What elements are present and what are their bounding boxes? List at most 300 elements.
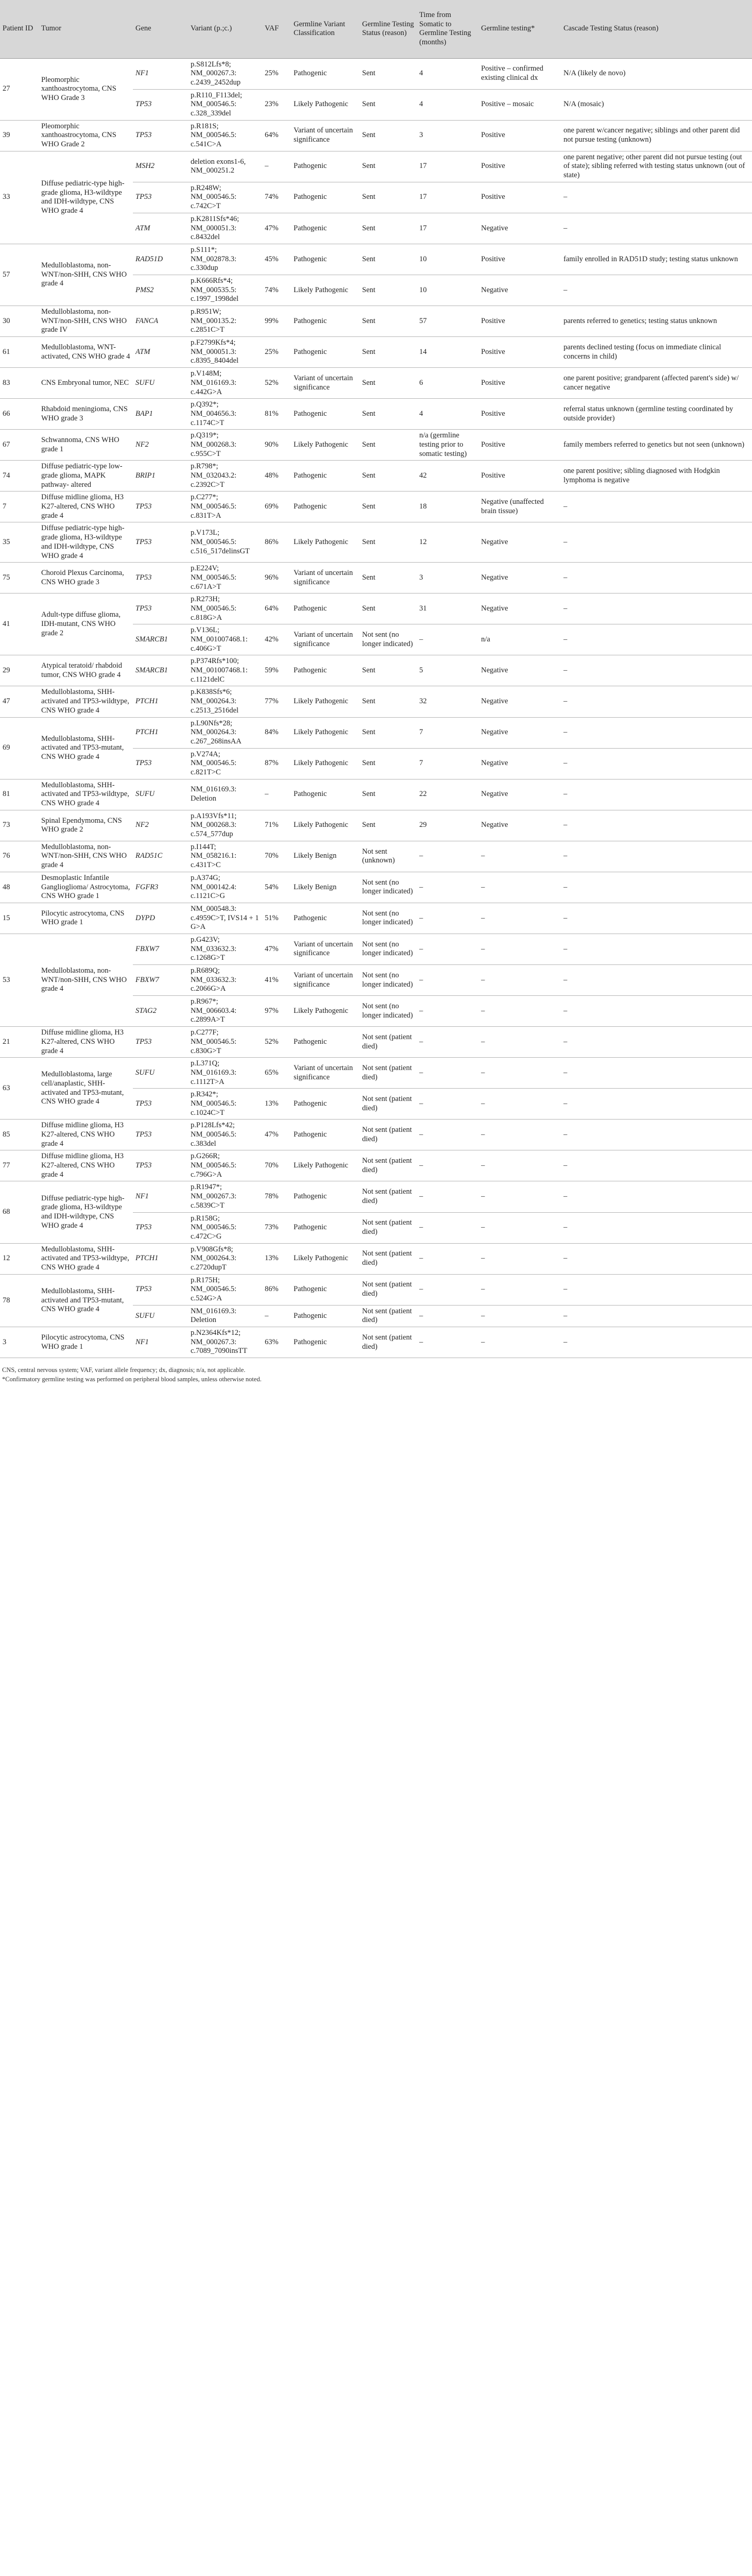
table-row <box>0 244 752 275</box>
gene-cell: PMS2 <box>133 275 188 306</box>
gene-cell: TP53 <box>133 89 188 120</box>
col-header-vaf: VAF <box>262 0 291 58</box>
time-cell: – <box>417 903 478 934</box>
gene-cell: SMARCB1 <box>133 624 188 655</box>
classification-cell: Variant of uncertain significance <box>291 624 360 655</box>
cascade-cell: – <box>561 594 752 624</box>
col-header-classification: Germline Variant Classification <box>291 0 360 58</box>
testing-status-cell: Not sent (no longer indicated) <box>360 903 417 934</box>
tumor-cell: Schwannoma, CNS WHO grade 1 <box>39 430 133 461</box>
classification-cell: Likely Benign <box>291 872 360 903</box>
gene-cell: TP53 <box>133 594 188 624</box>
variant-cell: p.C277*; NM_000546.5: c.831T>A <box>188 492 262 522</box>
patient-id-cell: 73 <box>0 810 39 841</box>
testing-status-cell: Not sent (patient died) <box>360 1089 417 1120</box>
patient-id-cell: 81 <box>0 779 39 810</box>
time-cell: 10 <box>417 275 478 306</box>
classification-cell: Pathogenic <box>291 1212 360 1243</box>
variant-cell: p.N2364Kfs*12; NM_000267.3: c.7089_7090insTT <box>188 1327 262 1358</box>
patient-id-cell: 48 <box>0 872 39 903</box>
variant-cell: p.V173L; NM_000546.5: c.516_517delinsGT <box>188 522 262 563</box>
classification-cell: Pathogenic <box>291 1181 360 1212</box>
testing-status-cell: Not sent (patient died) <box>360 1274 417 1305</box>
cascade-cell: one parent w/cancer negative; siblings and other parent did not pursue testing (unknown) <box>561 120 752 151</box>
cascade-cell: – <box>561 655 752 686</box>
vaf-cell: – <box>262 779 291 810</box>
variant-cell: p.Q392*; NM_004656.3: c.1174C>T <box>188 399 262 430</box>
germline-result-cell: Positive <box>478 151 561 182</box>
time-cell: – <box>417 1212 478 1243</box>
gene-cell: TP53 <box>133 748 188 779</box>
gene-cell: SUFU <box>133 779 188 810</box>
cascade-cell: – <box>561 872 752 903</box>
time-cell: 4 <box>417 89 478 120</box>
time-cell: 3 <box>417 120 478 151</box>
germline-result-cell: Negative <box>478 779 561 810</box>
classification-cell: Pathogenic <box>291 213 360 244</box>
vaf-cell: 25% <box>262 58 291 89</box>
tumor-cell: Pleomorphic xanthoastrocytoma, CNS WHO Grade 2 <box>39 120 133 151</box>
time-cell: 7 <box>417 717 478 748</box>
time-cell: – <box>417 1150 478 1181</box>
tumor-cell: Medulloblastoma, SHH-activated and TP53-wildtype, CNS WHO grade 4 <box>39 1243 133 1274</box>
tumor-cell: Medulloblastoma, SHH-activated and TP53-wildtype, CNS WHO grade 4 <box>39 686 133 717</box>
classification-cell: Variant of uncertain significance <box>291 368 360 399</box>
time-cell: 29 <box>417 810 478 841</box>
classification-cell: Likely Pathogenic <box>291 522 360 563</box>
gene-cell: FBXW7 <box>133 934 188 964</box>
gene-cell: FANCA <box>133 306 188 337</box>
time-cell: – <box>417 841 478 872</box>
time-cell: – <box>417 1274 478 1305</box>
vaf-cell: 86% <box>262 1274 291 1305</box>
tumor-cell: Diffuse pediatric-type high-grade glioma, H3-wildtype and IDH-wildtype, CNS WHO grade 4 <box>39 1181 133 1243</box>
gene-cell: PTCH1 <box>133 686 188 717</box>
table-row <box>0 492 752 522</box>
testing-status-cell: Sent <box>360 399 417 430</box>
germline-result-cell: Negative <box>478 810 561 841</box>
classification-cell: Pathogenic <box>291 1027 360 1058</box>
germline-result-cell: Positive – confirmed existing clinical dx <box>478 58 561 89</box>
tumor-cell: Pilocytic astrocytoma, CNS WHO grade 1 <box>39 1327 133 1358</box>
vaf-cell: 69% <box>262 492 291 522</box>
cascade-cell: one parent positive; sibling diagnosed with Hodgkin lymphoma is negative <box>561 461 752 492</box>
classification-cell: Likely Pathogenic <box>291 996 360 1027</box>
germline-result-cell: Negative <box>478 563 561 594</box>
time-cell: n/a (germline testing prior to somatic testing) <box>417 430 478 461</box>
table-row <box>0 337 752 368</box>
time-cell: 42 <box>417 461 478 492</box>
patient-id-cell: 57 <box>0 244 39 306</box>
table-row <box>0 1181 752 1212</box>
classification-cell: Pathogenic <box>291 182 360 213</box>
classification-cell: Pathogenic <box>291 492 360 522</box>
gene-cell: ATM <box>133 213 188 244</box>
table-row <box>0 903 752 934</box>
vaf-cell: – <box>262 1305 291 1327</box>
germline-result-cell: Positive <box>478 430 561 461</box>
gene-cell: NF1 <box>133 1327 188 1358</box>
testing-status-cell: Not sent (no longer indicated) <box>360 934 417 964</box>
classification-cell: Pathogenic <box>291 244 360 275</box>
patient-id-cell: 67 <box>0 430 39 461</box>
gene-cell: ATM <box>133 337 188 368</box>
tumor-cell: Rhabdoid meningioma, CNS WHO grade 3 <box>39 399 133 430</box>
table-body <box>0 58 752 1358</box>
gene-cell: BRIP1 <box>133 461 188 492</box>
cascade-cell: – <box>561 1212 752 1243</box>
germline-result-cell: – <box>478 934 561 964</box>
patient-id-cell: 75 <box>0 563 39 594</box>
time-cell: 32 <box>417 686 478 717</box>
testing-status-cell: Not sent (patient died) <box>360 1027 417 1058</box>
germline-result-cell: Negative <box>478 655 561 686</box>
patient-id-cell: 63 <box>0 1058 39 1120</box>
variant-cell: p.E224V; NM_000546.5: c.671A>T <box>188 563 262 594</box>
patient-id-cell: 77 <box>0 1150 39 1181</box>
cascade-cell: parents referred to genetics; testing status unknown <box>561 306 752 337</box>
table-row <box>0 461 752 492</box>
testing-status-cell: Not sent (patient died) <box>360 1181 417 1212</box>
germline-result-cell: – <box>478 1089 561 1120</box>
time-cell: – <box>417 1327 478 1358</box>
table-row <box>0 1327 752 1358</box>
tumor-cell: Medulloblastoma, large cell/anaplastic, SHH-activated and TP53-mutant, CNS WHO grade 4 <box>39 1058 133 1120</box>
testing-status-cell: Not sent (patient died) <box>360 1058 417 1089</box>
classification-cell: Pathogenic <box>291 58 360 89</box>
variant-cell: p.F2799Kfs*4; NM_000051.3: c.8395_8404del <box>188 337 262 368</box>
classification-cell: Likely Pathogenic <box>291 748 360 779</box>
variant-cell: NM_016169.3: Deletion <box>188 1305 262 1327</box>
germline-result-cell: – <box>478 1027 561 1058</box>
time-cell: 31 <box>417 594 478 624</box>
gene-cell: TP53 <box>133 1120 188 1150</box>
testing-status-cell: Sent <box>360 594 417 624</box>
time-cell: 6 <box>417 368 478 399</box>
gene-cell: NF1 <box>133 1181 188 1212</box>
patient-id-cell: 85 <box>0 1120 39 1150</box>
vaf-cell: 25% <box>262 337 291 368</box>
germline-result-cell: – <box>478 872 561 903</box>
col-header-gene: Gene <box>133 0 188 58</box>
tumor-cell: Diffuse pediatric-type high-grade glioma, H3-wildtype and IDH-wildtype, CNS WHO grade 4 <box>39 522 133 563</box>
germline-result-cell: Positive <box>478 182 561 213</box>
tumor-cell: Diffuse pediatric-type low-grade glioma, MAPK pathway- altered <box>39 461 133 492</box>
time-cell: – <box>417 996 478 1027</box>
vaf-cell: 47% <box>262 934 291 964</box>
testing-status-cell: Not sent (patient died) <box>360 1120 417 1150</box>
tumor-cell: Medulloblastoma, non-WNT/non-SHH, CNS WHO grade 4 <box>39 244 133 306</box>
classification-cell: Likely Pathogenic <box>291 89 360 120</box>
tumor-cell: Medulloblastoma, non-WNT/non-SHH, CNS WHO grade IV <box>39 306 133 337</box>
patient-id-cell: 78 <box>0 1274 39 1327</box>
classification-cell: Pathogenic <box>291 903 360 934</box>
tumor-cell: Medulloblastoma, SHH-activated and TP53-mutant, CNS WHO grade 4 <box>39 717 133 779</box>
tumor-cell: Pilocytic astrocytoma, CNS WHO grade 1 <box>39 903 133 934</box>
gene-cell: DYPD <box>133 903 188 934</box>
testing-status-cell: Sent <box>360 717 417 748</box>
cascade-cell: – <box>561 624 752 655</box>
classification-cell: Variant of uncertain significance <box>291 934 360 964</box>
time-cell: 5 <box>417 655 478 686</box>
germline-result-cell: Negative <box>478 594 561 624</box>
variant-cell: p.R689Q; NM_033632.3: c.2066G>A <box>188 965 262 996</box>
vaf-cell: 73% <box>262 1212 291 1243</box>
table-row <box>0 1120 752 1150</box>
time-cell: – <box>417 934 478 964</box>
cascade-cell: – <box>561 1120 752 1150</box>
vaf-cell: 59% <box>262 655 291 686</box>
gene-cell: TP53 <box>133 182 188 213</box>
germline-result-cell: Negative <box>478 275 561 306</box>
cascade-cell: one parent negative; other parent did not pursue testing (out of state); sibling referred with testing status unknown (out of state) <box>561 151 752 182</box>
patient-id-cell: 41 <box>0 594 39 655</box>
variant-cell: p.L371Q; NM_016169.3: c.1112T>A <box>188 1058 262 1089</box>
classification-cell: Likely Pathogenic <box>291 1150 360 1181</box>
time-cell: – <box>417 1305 478 1327</box>
cascade-cell: – <box>561 841 752 872</box>
time-cell: 4 <box>417 58 478 89</box>
cascade-cell: family members referred to genetics but not seen (unknown) <box>561 430 752 461</box>
col-header-testing-status: Germline Testing Status (reason) <box>360 0 417 58</box>
col-header-variant: Variant (p.;c.) <box>188 0 262 58</box>
table-row <box>0 841 752 872</box>
variant-cell: p.G266R; NM_000546.5: c.796G>A <box>188 1150 262 1181</box>
gene-cell: TP53 <box>133 1089 188 1120</box>
time-cell: 14 <box>417 337 478 368</box>
germline-result-cell: Positive <box>478 244 561 275</box>
variant-cell: p.L90Nfs*28; NM_000264.3: c.267_268insAA <box>188 717 262 748</box>
gene-cell: NF2 <box>133 430 188 461</box>
germline-result-cell: – <box>478 1305 561 1327</box>
table-row <box>0 306 752 337</box>
table-row <box>0 522 752 563</box>
time-cell: – <box>417 1181 478 1212</box>
tumor-cell: Diffuse midline glioma, H3 K27-altered, CNS WHO grade 4 <box>39 492 133 522</box>
testing-status-cell: Not sent (patient died) <box>360 1150 417 1181</box>
variant-cell: p.P128Lfs*42; NM_000546.5: c.383del <box>188 1120 262 1150</box>
vaf-cell: 78% <box>262 1181 291 1212</box>
vaf-cell: 63% <box>262 1327 291 1358</box>
gene-cell: TP53 <box>133 522 188 563</box>
patient-id-cell: 33 <box>0 151 39 244</box>
testing-status-cell: Not sent (no longer indicated) <box>360 965 417 996</box>
vaf-cell: 47% <box>262 213 291 244</box>
cascade-cell: – <box>561 275 752 306</box>
classification-cell: Pathogenic <box>291 779 360 810</box>
testing-status-cell: Not sent (no longer indicated) <box>360 996 417 1027</box>
germline-result-cell: – <box>478 965 561 996</box>
table-row <box>0 717 752 748</box>
testing-status-cell: Sent <box>360 306 417 337</box>
col-header-tumor: Tumor <box>39 0 133 58</box>
vaf-cell: 54% <box>262 872 291 903</box>
variant-cell: p.K2811Sfs*46; NM_000051.3: c.8432del <box>188 213 262 244</box>
gene-cell: SUFU <box>133 1058 188 1089</box>
classification-cell: Pathogenic <box>291 151 360 182</box>
cascade-cell: – <box>561 1243 752 1274</box>
patient-id-cell: 66 <box>0 399 39 430</box>
cascade-cell: – <box>561 717 752 748</box>
time-cell: 17 <box>417 213 478 244</box>
variant-cell: p.R1947*; NM_000267.3: c.5839C>T <box>188 1181 262 1212</box>
variant-cell: p.R181S; NM_000546.5: c.541C>A <box>188 120 262 151</box>
patient-id-cell: 39 <box>0 120 39 151</box>
cascade-cell: – <box>561 996 752 1027</box>
cascade-cell: – <box>561 213 752 244</box>
table-row <box>0 58 752 89</box>
vaf-cell: 81% <box>262 399 291 430</box>
testing-status-cell: Sent <box>360 748 417 779</box>
classification-cell: Pathogenic <box>291 594 360 624</box>
gene-cell: RAD51C <box>133 841 188 872</box>
testing-status-cell: Sent <box>360 492 417 522</box>
testing-status-cell: Not sent (patient died) <box>360 1327 417 1358</box>
gene-cell: NF1 <box>133 58 188 89</box>
gene-cell: SUFU <box>133 368 188 399</box>
variant-cell: p.C277F; NM_000546.5: c.830G>T <box>188 1027 262 1058</box>
vaf-cell: 90% <box>262 430 291 461</box>
table-row <box>0 686 752 717</box>
gene-cell: STAG2 <box>133 996 188 1027</box>
gene-cell: SUFU <box>133 1305 188 1327</box>
gene-cell: FGFR3 <box>133 872 188 903</box>
testing-status-cell: Not sent (no longer indicated) <box>360 872 417 903</box>
tumor-cell: Medulloblastoma, SHH-activated and TP53-mutant, CNS WHO grade 4 <box>39 1274 133 1327</box>
germline-result-cell: – <box>478 1150 561 1181</box>
vaf-cell: 99% <box>262 306 291 337</box>
time-cell: 18 <box>417 492 478 522</box>
testing-status-cell: Not sent (no longer indicated) <box>360 624 417 655</box>
gene-cell: TP53 <box>133 492 188 522</box>
variant-cell: p.A193Vfs*11; NM_000268.3: c.574_577dup <box>188 810 262 841</box>
classification-cell: Likely Pathogenic <box>291 275 360 306</box>
germline-result-cell: – <box>478 1274 561 1305</box>
vaf-cell: 45% <box>262 244 291 275</box>
classification-cell: Pathogenic <box>291 1327 360 1358</box>
testing-status-cell: Sent <box>360 810 417 841</box>
cascade-cell: N/A (mosaic) <box>561 89 752 120</box>
cascade-cell: – <box>561 492 752 522</box>
germline-result-cell: – <box>478 1243 561 1274</box>
tumor-cell: Diffuse midline glioma, H3 K27-altered, CNS WHO grade 4 <box>39 1027 133 1058</box>
patient-id-cell: 15 <box>0 903 39 934</box>
germline-result-cell: – <box>478 903 561 934</box>
patient-id-cell: 68 <box>0 1181 39 1243</box>
gene-cell: NF2 <box>133 810 188 841</box>
germline-result-cell: Positive <box>478 461 561 492</box>
tumor-cell: Diffuse midline glioma, H3 K27-altered, CNS WHO grade 4 <box>39 1120 133 1150</box>
vaf-cell: 87% <box>262 748 291 779</box>
col-header-time: Time from Somatic to Germline Testing (months) <box>417 0 478 58</box>
footnote-abbreviations: CNS, central nervous system; VAF, variant allele frequency; dx, diagnosis; n/a, not applicable. <box>2 1366 246 1374</box>
germline-result-cell: Positive – mosaic <box>478 89 561 120</box>
tumor-cell: Medulloblastoma, SHH-activated and TP53-wildtype, CNS WHO grade 4 <box>39 779 133 810</box>
tumor-cell: Atypical teratoid/ rhabdoid tumor, CNS WHO grade 4 <box>39 655 133 686</box>
patient-id-cell: 53 <box>0 934 39 1026</box>
classification-cell: Pathogenic <box>291 655 360 686</box>
germline-result-cell: Positive <box>478 399 561 430</box>
time-cell: – <box>417 872 478 903</box>
variant-cell: p.R175H; NM_000546.5: c.524G>A <box>188 1274 262 1305</box>
table-row <box>0 120 752 151</box>
testing-status-cell: Sent <box>360 275 417 306</box>
vaf-cell: 84% <box>262 717 291 748</box>
patient-id-cell: 3 <box>0 1327 39 1358</box>
germline-result-cell: n/a <box>478 624 561 655</box>
table-row <box>0 1243 752 1274</box>
patient-id-cell: 76 <box>0 841 39 872</box>
germline-result-cell: – <box>478 996 561 1027</box>
variant-cell: p.R951W; NM_000135.2: c.2851C>T <box>188 306 262 337</box>
germline-result-cell: Negative (unaffected brain tissue) <box>478 492 561 522</box>
variant-cell: p.I144T; NM_058216.1: c.431T>C <box>188 841 262 872</box>
tumor-cell: Medulloblastoma, WNT-activated, CNS WHO grade 4 <box>39 337 133 368</box>
time-cell: – <box>417 1243 478 1274</box>
classification-cell: Likely Pathogenic <box>291 810 360 841</box>
tumor-cell: CNS Embryonal tumor, NEC <box>39 368 133 399</box>
vaf-cell: 47% <box>262 1120 291 1150</box>
footnote-confirmatory-testing: *Confirmatory germline testing was performed on peripheral blood samples, unless otherwise noted. <box>2 1376 262 1383</box>
classification-cell: Pathogenic <box>291 1274 360 1305</box>
vaf-cell: 13% <box>262 1243 291 1274</box>
variant-cell: p.V274A; NM_000546.5: c.821T>C <box>188 748 262 779</box>
classification-cell: Likely Pathogenic <box>291 686 360 717</box>
gene-cell: RAD51D <box>133 244 188 275</box>
cascade-cell: – <box>561 1058 752 1089</box>
vaf-cell: 65% <box>262 1058 291 1089</box>
tumor-cell: Adult-type diffuse glioma, IDH-mutant, CNS WHO grade 2 <box>39 594 133 655</box>
vaf-cell: 97% <box>262 996 291 1027</box>
testing-status-cell: Sent <box>360 686 417 717</box>
col-header-patient-id: Patient ID <box>0 0 39 58</box>
tumor-cell: Pleomorphic xanthoastrocytoma, CNS WHO Grade 3 <box>39 58 133 120</box>
classification-cell: Pathogenic <box>291 1305 360 1327</box>
vaf-cell: 86% <box>262 522 291 563</box>
testing-status-cell: Sent <box>360 461 417 492</box>
variant-cell: p.R248W; NM_000546.5: c.742C>T <box>188 182 262 213</box>
tumor-cell: Spinal Ependymoma, CNS WHO grade 2 <box>39 810 133 841</box>
patient-id-cell: 35 <box>0 522 39 563</box>
germline-result-cell: – <box>478 1327 561 1358</box>
testing-status-cell: Sent <box>360 430 417 461</box>
variant-cell: p.R158G; NM_000546.5: c.472C>G <box>188 1212 262 1243</box>
classification-cell: Pathogenic <box>291 337 360 368</box>
patient-id-cell: 12 <box>0 1243 39 1274</box>
classification-cell: Pathogenic <box>291 461 360 492</box>
variant-cell: p.K838Sfs*6; NM_000264.3: c.2513_2516del <box>188 686 262 717</box>
variant-cell: p.R967*; NM_006603.4: c.2899A>T <box>188 996 262 1027</box>
col-header-germline-result: Germline testing* <box>478 0 561 58</box>
germline-result-cell: Negative <box>478 213 561 244</box>
testing-status-cell: Sent <box>360 213 417 244</box>
table-row <box>0 779 752 810</box>
variant-cell: p.R342*; NM_000546.5: c.1024C>T <box>188 1089 262 1120</box>
cascade-cell: referral status unknown (germline testing coordinated by outside provider) <box>561 399 752 430</box>
variant-cell: p.P374Rfs*100; NM_001007468.1: c.1121delC <box>188 655 262 686</box>
testing-status-cell: Sent <box>360 89 417 120</box>
germline-result-cell: Positive <box>478 337 561 368</box>
time-cell: 57 <box>417 306 478 337</box>
patient-id-cell: 83 <box>0 368 39 399</box>
variant-cell: p.S111*; NM_002878.3: c.330dup <box>188 244 262 275</box>
vaf-cell: 23% <box>262 89 291 120</box>
table-row <box>0 872 752 903</box>
cascade-cell: – <box>561 1150 752 1181</box>
classification-cell: Variant of uncertain significance <box>291 1058 360 1089</box>
cascade-cell: – <box>561 903 752 934</box>
vaf-cell: 77% <box>262 686 291 717</box>
